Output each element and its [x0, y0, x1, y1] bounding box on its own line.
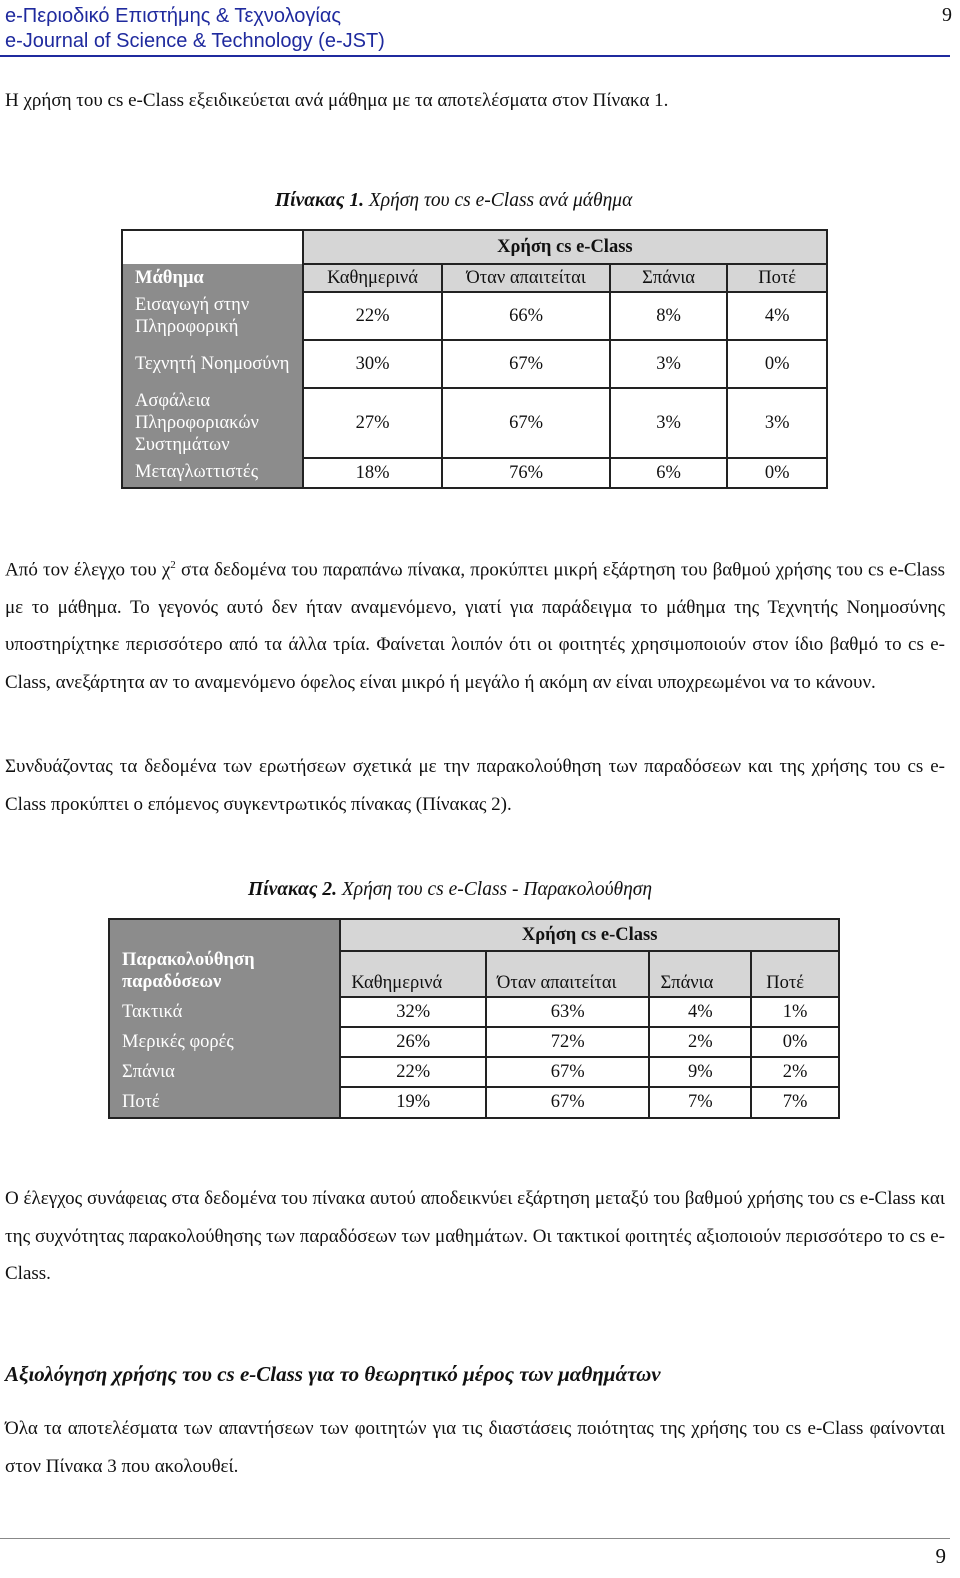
table1-cell: 4% [727, 292, 827, 340]
table2-cell: 67% [486, 1087, 649, 1118]
table1-cell: 8% [610, 292, 728, 340]
table2-row-header-line1: Παρακολούθηση [122, 950, 255, 970]
table2-cell: 1% [751, 997, 839, 1027]
table2-row-label: Ποτέ [109, 1087, 340, 1118]
table1-cell: 66% [442, 292, 609, 340]
table2-cell: 7% [649, 1087, 751, 1118]
table-row [122, 292, 827, 340]
table1-cell: 0% [727, 340, 827, 388]
para1-superscript: 2 [170, 559, 176, 571]
table2-col-header: Ποτέ [751, 951, 839, 997]
table1-caption-label: Πίνακας 1. [275, 190, 364, 211]
table2-cell: 2% [649, 1027, 751, 1057]
table2-cell: 2% [751, 1057, 839, 1087]
table1-cell: 3% [610, 388, 728, 458]
table1-caption-text: Χρήση του cs e-Class ανά μάθημα [363, 190, 633, 211]
association-paragraph: Ο έλεγχος συνάφειας στα δεδομένα του πίνακα αυτού αποδεικνύει εξάρτηση μεταξύ του βαθμού χρήσης του cs e-Class και της συχνότητας παρακολούθησης των παραδόσεων των μαθημάτων. Οι τακτικοί φοιτητές αξιοποιούν περισσότερο το cs e-Class. [5, 1188, 945, 1284]
table-row [122, 458, 827, 488]
table1-row-label: Εισαγωγή στην Πληροφορική [122, 292, 303, 340]
section-heading: Αξιολόγηση χρήσης του cs e-Class για το θεωρητικό μέρος των μαθημάτων [5, 1362, 661, 1386]
table2-col-header: Όταν απαιτείται [486, 951, 649, 997]
table1-cell: 18% [303, 458, 443, 488]
table2-col-header: Καθημερινά [340, 951, 486, 997]
table1-col-header: Ποτέ [727, 264, 827, 292]
table2-cell: 26% [340, 1027, 486, 1057]
table2-col-header: Σπάνια [649, 951, 751, 997]
table2-row-label: Σπάνια [109, 1057, 340, 1087]
table1-cell: 6% [610, 458, 728, 488]
table1-cell: 27% [303, 388, 443, 458]
table2-row-label: Τακτικά [109, 997, 340, 1027]
table1-row-header: Μάθημα [122, 264, 303, 292]
table1-cell: 67% [442, 340, 609, 388]
table-row [122, 388, 827, 458]
table1-cell: 30% [303, 340, 443, 388]
table2-row-header [109, 919, 340, 997]
combination-paragraph: Συνδυάζοντας τα δεδομένα των ερωτήσεων σχετικά με την παρακολούθηση των παραδόσεων και της χρήσης του cs e-Class προκύπτει ο επόμενος συγκεντρωτικός πίνακας (Πίνακας 2). [5, 756, 945, 815]
table1-col-header: Σπάνια [610, 264, 728, 292]
table1-header-row [122, 264, 827, 292]
table1-group-row [122, 230, 827, 264]
table1-cell: 67% [442, 388, 609, 458]
journal-title-greek: e-Περιοδικό Επιστήμης & Τεχνολογίας [5, 5, 342, 27]
table2-caption-text: Χρήση του cs e-Class - Παρακολούθηση [336, 879, 653, 900]
table2-cell: 72% [486, 1027, 649, 1057]
table2-row-header-line2: παραδόσεων [122, 972, 222, 992]
table2-row-label: Μερικές φορές [109, 1027, 340, 1057]
para1-rest: στα δεδομένα του παραπάνω πίνακα, προκύπτει μικρή εξάρτηση του βαθμού χρήσης του cs e-Class με το μάθημα. Το γεγονός αυτό δεν ήταν αναμενόμενο, γιατί για παράδειγμα το μάθημα της Τεχνητής Νοημοσύνης υποστηρίχτηκε περισσότερο από τα άλλα τρία. Φαίνεται λοιπόν ότι οι φοιτητές χρησιμοποιούν στον ίδιο βαθμό το cs e-Class, ανεξάρτητα αν το αναμενόμενο όφελος είναι μικρό ή μεγάλο ή ακόμη αν είναι υποχρεωμένοι να το κάνουν. [5, 559, 945, 693]
header-rule [0, 55, 950, 57]
table2-cell: 63% [486, 997, 649, 1027]
table2-cell: 7% [751, 1087, 839, 1118]
footer-page-number: 9 [935, 1544, 946, 1568]
para1-start: Από τον έλεγχο του χ [5, 559, 171, 581]
table2-cell: 4% [649, 997, 751, 1027]
table2-cell: 22% [340, 1057, 486, 1087]
table2-caption [248, 879, 652, 901]
table2-group-row [109, 919, 839, 951]
table1-row-label: Τεχνητή Νοημοσύνη [122, 340, 303, 388]
table-row [109, 1057, 839, 1087]
table1-cell: 0% [727, 458, 827, 488]
table2-cell: 32% [340, 997, 486, 1027]
table1-col-header: Όταν απαιτείται [442, 264, 609, 292]
table2-cell: 67% [486, 1057, 649, 1087]
table1-cell: 3% [610, 340, 728, 388]
journal-header [5, 4, 950, 54]
table2-cell: 9% [649, 1057, 751, 1087]
table2-group-header: Χρήση cs e-Class [340, 919, 839, 951]
table1-cell: 22% [303, 292, 443, 340]
table1-row-label: Μεταγλωττιστές [122, 458, 303, 488]
table2-caption-label: Πίνακας 2. [248, 879, 337, 900]
table1 [121, 229, 828, 489]
intro-paragraph: Η χρήση του cs e-Class εξειδικεύεται ανά μάθημα με τα αποτελέσματα στον Πίνακα 1. [5, 90, 669, 111]
table1-cell: 76% [442, 458, 609, 488]
results-paragraph: Όλα τα αποτελέσματα των απαντήσεων των φοιτητών για τις διαστάσεις ποιότητας της χρήσης του cs e-Class φαίνονται στον Πίνακα 3 που ακολουθεί. [5, 1418, 945, 1477]
table2-cell: 19% [340, 1087, 486, 1118]
table1-caption [275, 190, 632, 212]
table1-col-header: Καθημερινά [303, 264, 443, 292]
table1-cell: 3% [727, 388, 827, 458]
footer-rule [0, 1538, 950, 1539]
table1-row-label: Ασφάλεια Πληροφοριακών Συστημάτων [122, 388, 303, 458]
table1-corner-cell [122, 230, 303, 264]
table-row [109, 1027, 839, 1057]
table2 [108, 918, 840, 1119]
table-row [109, 997, 839, 1027]
table-row [109, 1087, 839, 1118]
table2-cell: 0% [751, 1027, 839, 1057]
journal-title-english: e-Journal of Science & Technology (e-JST) [5, 30, 385, 52]
chi-square-paragraph [5, 547, 945, 701]
table-row [122, 340, 827, 388]
header-page-number: 9 [942, 4, 952, 26]
table1-group-header: Χρήση cs e-Class [303, 230, 827, 264]
